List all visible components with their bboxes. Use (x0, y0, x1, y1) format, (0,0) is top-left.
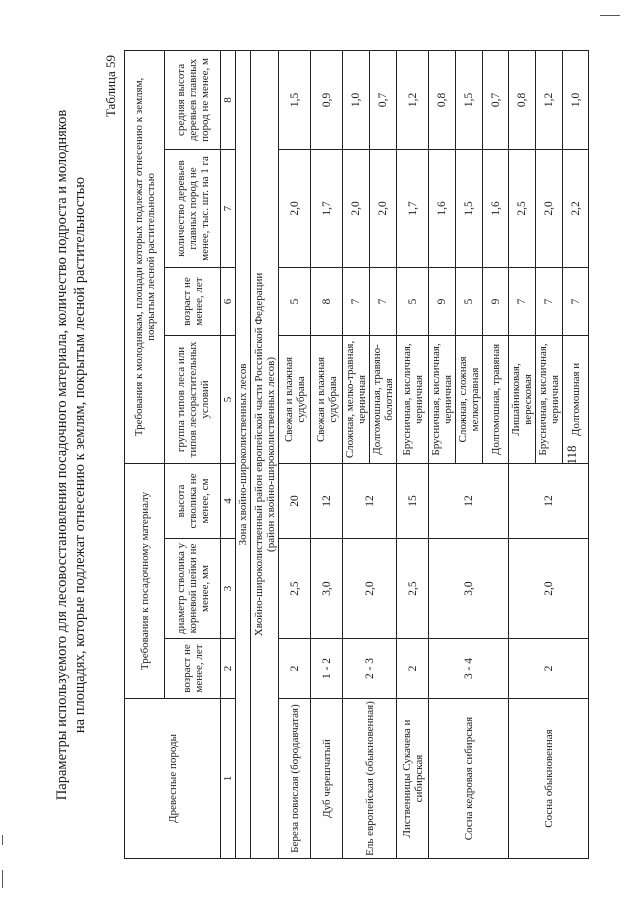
forest-type-cell: Долгомошная, травяно-болотная (370, 335, 397, 463)
young-age-cell: 9 (483, 267, 509, 335)
diameter-cell: 2,5 (397, 539, 429, 639)
quantity-cell: 1,7 (397, 149, 429, 267)
young-age-cell: 7 (370, 267, 397, 335)
quantity-cell: 2,0 (343, 149, 370, 267)
column-number: 5 (221, 335, 236, 463)
species-cell: Лиственницы Сукачева и сибирская (397, 699, 429, 859)
document-title-line-1: Параметры используемого для лесовосстановления посадочного материала, количество подроста и молодняков (54, 109, 70, 801)
diameter-cell: 3,0 (429, 539, 509, 639)
table-row (397, 50, 429, 858)
planting-age-cell: 2 - 3 (343, 639, 397, 699)
forest-type-cell: Долгомошная и (563, 335, 589, 463)
page-number: 118 (564, 445, 579, 465)
planting-age-cell: 2 (279, 639, 311, 699)
header-young-group: Требования к молоднякам, площади которых подлежат отнесению к землям, покрытым лесной растительностью (125, 50, 165, 463)
parameters-table (124, 50, 589, 859)
diameter-cell: 2,5 (279, 539, 311, 639)
young-age-cell: 8 (311, 267, 343, 335)
header-age: возраст не менее, лет (165, 639, 221, 699)
quantity-cell: 1,5 (456, 149, 483, 267)
height-cell: 12 (343, 463, 397, 538)
young-age-cell: 7 (563, 267, 589, 335)
forest-type-cell: Сложная, сложная мелкотравная (456, 335, 483, 463)
mean-height-cell: 1,0 (563, 50, 589, 149)
diameter-cell: 2,0 (509, 539, 589, 639)
scan-mark (2, 835, 3, 845)
forest-type-cell: Лишайниковая, вересковая (509, 335, 536, 463)
column-number: 4 (221, 463, 236, 538)
species-cell: Береза повислая (бородавчатая) (279, 699, 311, 859)
diameter-cell: 3,0 (311, 539, 343, 639)
table-row (429, 50, 456, 858)
quantity-cell: 2,0 (536, 149, 563, 267)
height-cell: 12 (429, 463, 509, 538)
mean-height-cell: 1,0 (343, 50, 370, 149)
column-number: 1 (221, 699, 236, 859)
column-number: 6 (221, 267, 236, 335)
column-number: 8 (221, 50, 236, 149)
document-title-line-2: на площадях, которые подлежат отнесению к землям, покрытым лесной растительностью (72, 176, 88, 734)
young-age-cell: 5 (279, 267, 311, 335)
height-cell: 12 (311, 463, 343, 538)
header-forest-type: группа типов леса или типов лесорастительных условий (165, 335, 221, 463)
quantity-cell: 1,6 (483, 149, 509, 267)
planting-age-cell: 3 - 4 (429, 639, 509, 699)
forest-type-cell: Брусничная, кисличная, черничная (397, 335, 429, 463)
region-name: Хвойно-широколиственный район европейской части Российской Федерации (252, 272, 265, 637)
header-quantity: количество деревьев главных пород не менее, тыс. шт. на 1 га (165, 149, 221, 267)
forest-type-cell: Брусничная, кисличная, черничная (536, 335, 563, 463)
species-cell: Дуб черешчатый (311, 699, 343, 859)
planting-age-cell: 1 - 2 (311, 639, 343, 699)
table-row (279, 50, 311, 858)
mean-height-cell: 0,8 (509, 50, 536, 149)
table-row (509, 50, 536, 858)
mean-height-cell: 0,7 (370, 50, 397, 149)
column-number: 7 (221, 149, 236, 267)
species-cell: Сосна кедровая сибирская (429, 699, 509, 859)
young-age-cell: 5 (456, 267, 483, 335)
mean-height-cell: 0,7 (483, 50, 509, 149)
region-subtitle: (район хвойно-широколиственных лесов) (264, 356, 277, 552)
table-number: Таблица 59 (103, 55, 118, 118)
header-mean-height: средняя высота деревьев главных пород не менее, м (165, 50, 221, 149)
table-row (343, 50, 370, 858)
scan-mark (600, 15, 620, 16)
forest-type-cell: Свежая и влажная судубрава (279, 335, 311, 463)
height-cell: 12 (509, 463, 589, 538)
mean-height-cell: 1,5 (456, 50, 483, 149)
planting-age-cell: 2 (509, 639, 589, 699)
young-age-cell: 7 (509, 267, 536, 335)
header-diameter: диаметр стволика у корневой шейки не менее, мм (165, 539, 221, 639)
quantity-cell: 2,5 (509, 149, 536, 267)
scan-mark (2, 870, 3, 888)
quantity-cell: 2,0 (370, 149, 397, 267)
forest-type-cell: Сложная, мелко-травная, черничная (343, 335, 370, 463)
header-young-age: возраст не менее, лет (165, 267, 221, 335)
quantity-cell: 1,6 (429, 149, 456, 267)
mean-height-cell: 1,2 (397, 50, 429, 149)
forest-type-cell: Брусничная, кисличная, черничная (429, 335, 456, 463)
zone-heading: Зона хвойно-широколиственных лесов (236, 50, 251, 858)
young-age-cell: 5 (397, 267, 429, 335)
young-age-cell: 7 (536, 267, 563, 335)
mean-height-cell: 0,8 (429, 50, 456, 149)
forest-type-cell: Долгомошная, травяная (483, 335, 509, 463)
column-number: 3 (221, 539, 236, 639)
mean-height-cell: 0,9 (311, 50, 343, 149)
quantity-cell: 1,7 (311, 149, 343, 267)
mean-height-cell: 1,5 (279, 50, 311, 149)
header-height: высота стволика не менее, см (165, 463, 221, 538)
diameter-cell: 2,0 (343, 539, 397, 639)
header-planting-group: Требования к посадочному материалу (125, 463, 165, 698)
young-age-cell: 9 (429, 267, 456, 335)
height-cell: 15 (397, 463, 429, 538)
header-species: Древесные породы (125, 699, 221, 859)
species-cell: Сосна обыкновенная (509, 699, 589, 859)
rotated-page (50, 45, 630, 865)
column-number: 2 (221, 639, 236, 699)
young-age-cell: 7 (343, 267, 370, 335)
region-heading (251, 50, 279, 858)
quantity-cell: 2,2 (563, 149, 589, 267)
table-row (311, 50, 343, 858)
height-cell: 20 (279, 463, 311, 538)
species-cell: Ель европейская (обыкновенная) (343, 699, 397, 859)
planting-age-cell: 2 (397, 639, 429, 699)
forest-type-cell: Свежая и влажная судубрава (311, 335, 343, 463)
quantity-cell: 2,0 (279, 149, 311, 267)
mean-height-cell: 1,2 (536, 50, 563, 149)
